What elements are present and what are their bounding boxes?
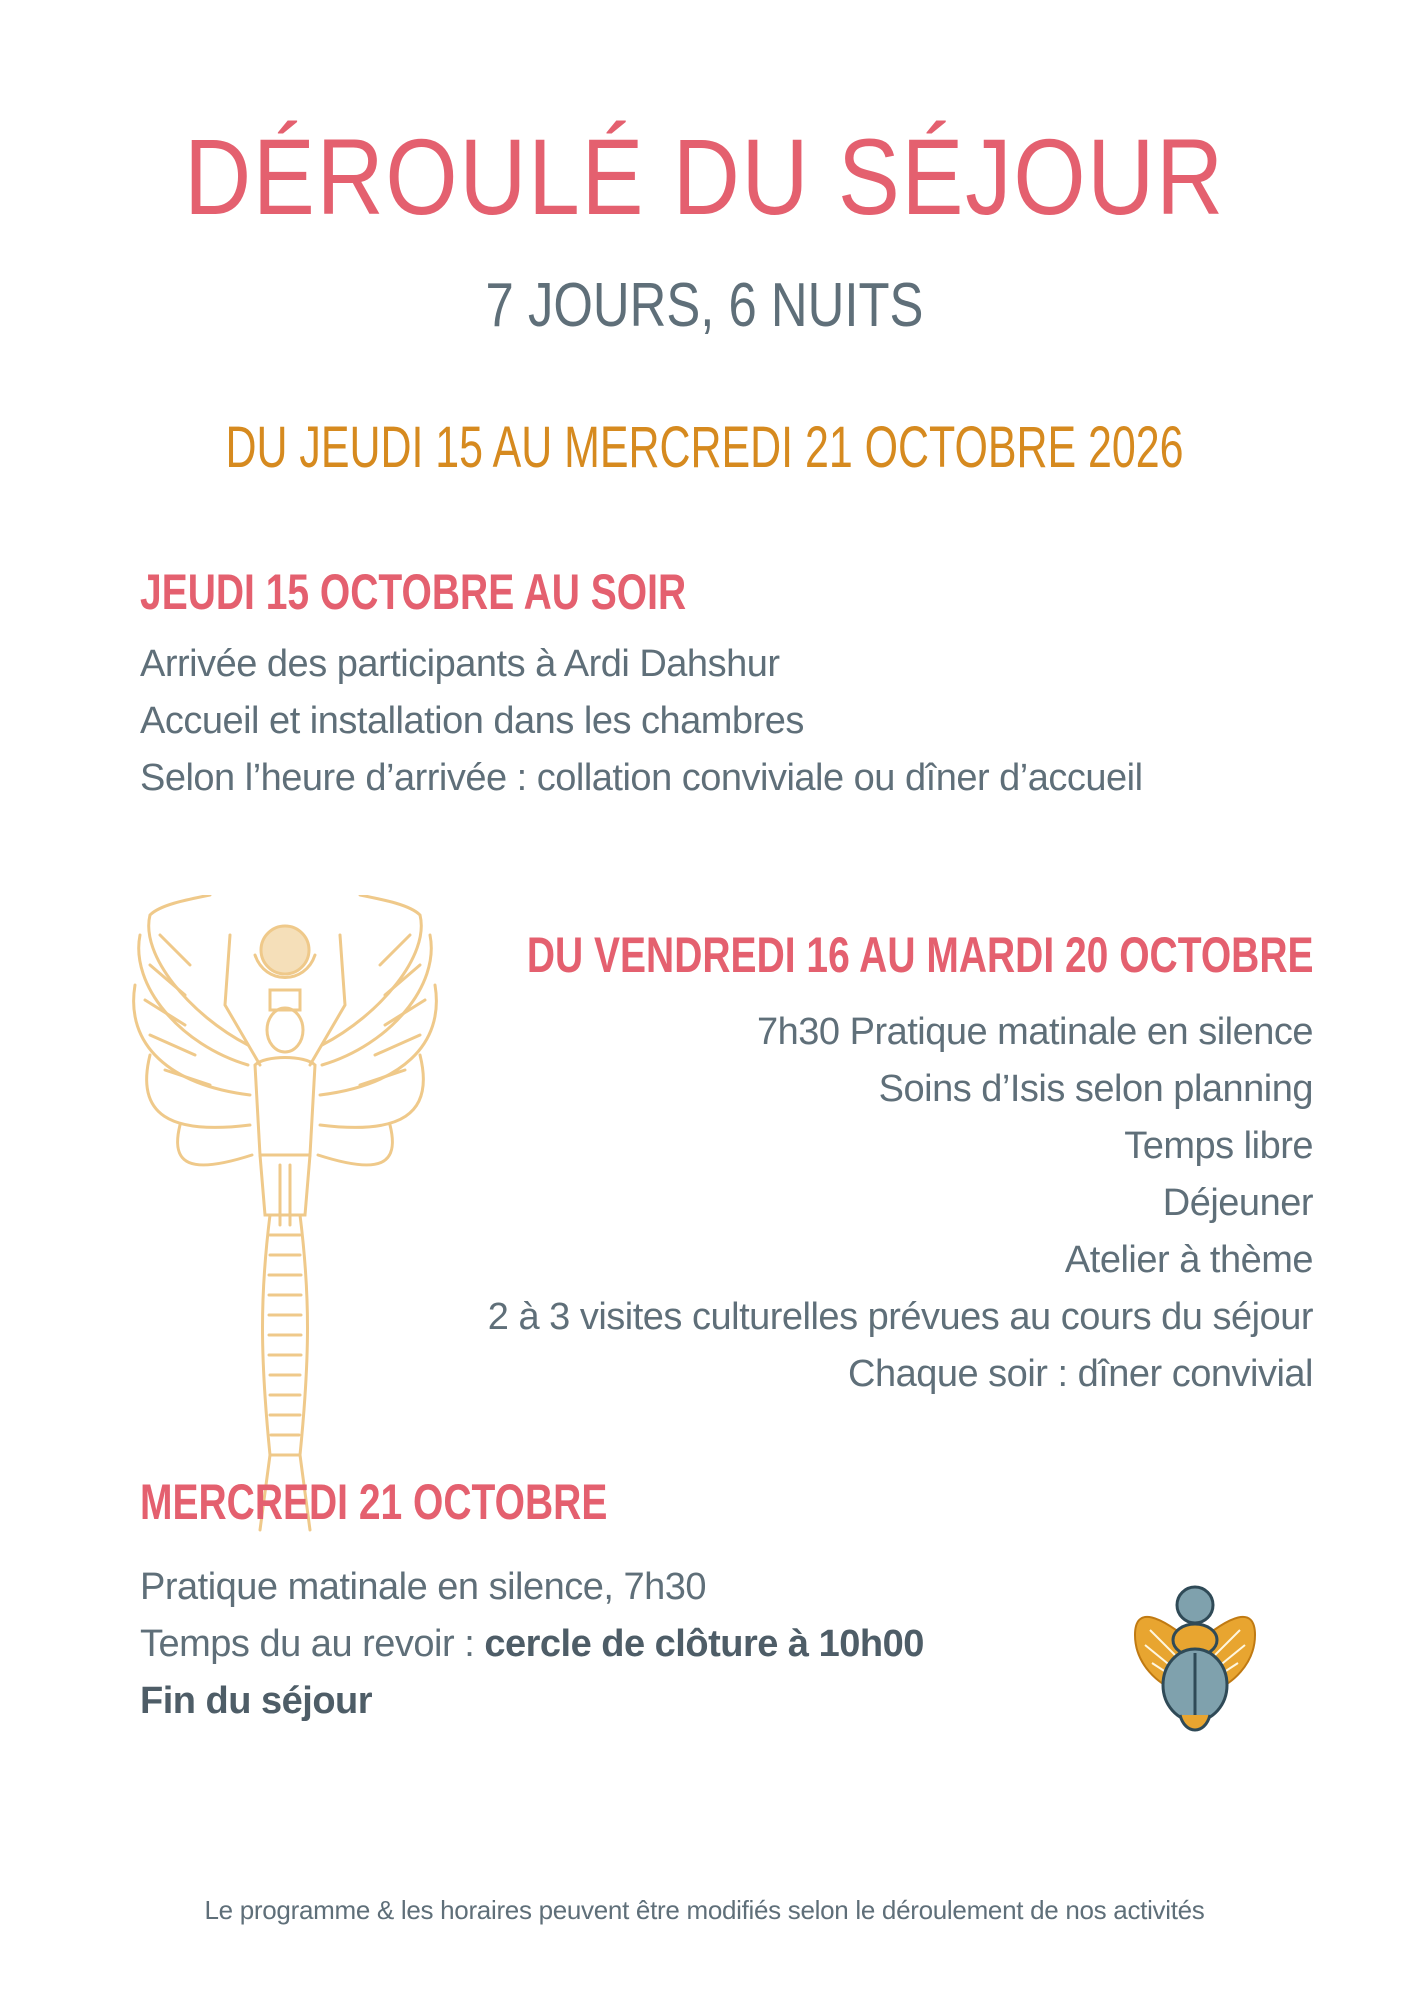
stay-dates: DU JEUDI 15 AU MERCREDI 21 OCTOBRE 2026 [225, 415, 1184, 480]
section-heading-thursday: JEUDI 15 OCTOBRE AU SOIR [140, 564, 687, 620]
list-item: Chaque soir : dîner convivial [848, 1353, 1313, 1395]
list-item: Atelier à thème [1064, 1239, 1313, 1281]
section-heading-wednesday: MERCREDI 21 OCTOBRE [140, 1474, 608, 1530]
section-weekdays-list [488, 1004, 1313, 1403]
line-prefix: Temps du au revoir : [140, 1623, 485, 1665]
scarab-icon [1130, 1575, 1260, 1740]
section-wednesday-list [140, 1559, 924, 1730]
isis-goddess-illustration [130, 895, 440, 1535]
list-item: Accueil et installation dans les chambres [140, 700, 804, 742]
page-title: DÉROULÉ DU SÉJOUR [184, 116, 1225, 237]
list-item: Selon l’heure d’arrivée : collation conviviale ou dîner d’accueil [140, 757, 1143, 799]
list-item: Pratique matinale en silence, 7h30 [140, 1566, 707, 1608]
list-item: 7h30 Pratique matinale en silence [757, 1011, 1313, 1053]
list-item: Soins d’Isis selon planning [878, 1068, 1313, 1110]
end-of-stay: Fin du séjour [140, 1680, 373, 1722]
list-item: 2 à 3 visites culturelles prévues au cours du séjour [487, 1296, 1313, 1338]
list-item [140, 1616, 924, 1673]
list-item: Arrivée des participants à Ardi Dahshur [140, 643, 780, 685]
footer-note: Le programme & les horaires peuvent être modifiés selon le déroulement de nos activités [204, 1895, 1205, 1925]
page-subtitle: 7 JOURS, 6 NUITS [485, 271, 924, 340]
section-thursday-list [140, 636, 1260, 807]
closing-circle-time: cercle de clôture à 10h00 [484, 1623, 924, 1665]
list-item: Déjeuner [1162, 1182, 1313, 1224]
section-heading-weekdays: DU VENDREDI 16 AU MARDI 20 OCTOBRE [526, 927, 1313, 983]
list-item: Temps libre [1124, 1125, 1313, 1167]
